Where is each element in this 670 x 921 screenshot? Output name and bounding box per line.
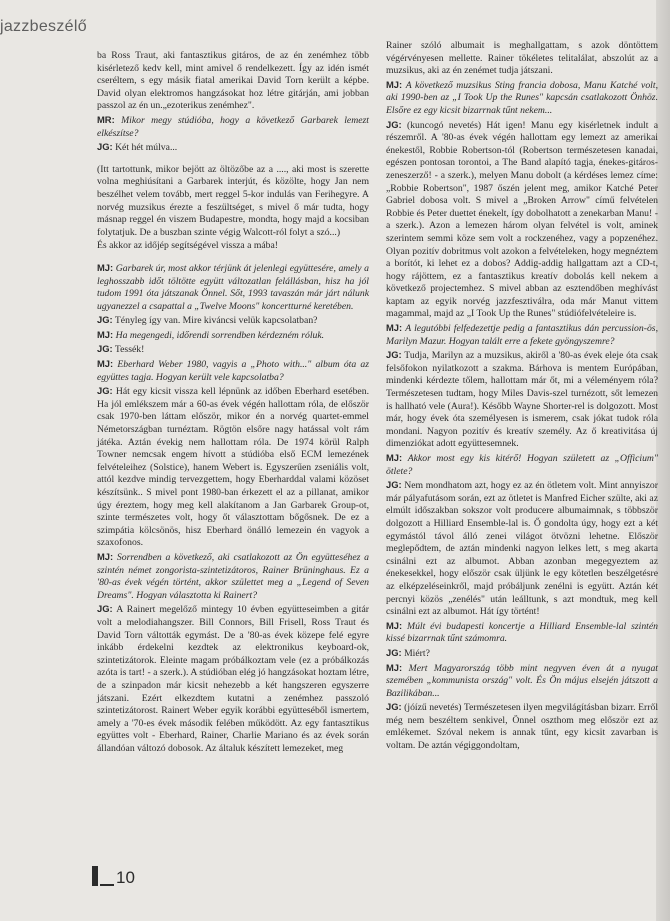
- paragraph: [97, 164, 369, 240]
- speaker-label: MJ:: [386, 619, 403, 631]
- speaker-label: MJ:: [97, 358, 114, 370]
- right-column: [386, 40, 658, 754]
- speaker-label: MJ:: [97, 550, 114, 562]
- paragraph: [97, 358, 369, 384]
- speaker-label: JG:: [97, 343, 113, 355]
- question-text: A legutóbbi felfedezettje pedig a fantasztikus dán percussion-ös, Marilyn Mazur. Hogyan talált erre a fekete gyöngyszemre?: [386, 323, 659, 347]
- question-text: Mikor megy stúdióba, hogy a következő Garbarek lemezt elkészítse?: [97, 114, 369, 139]
- paragraph-text: És akkor az időjép segítségével vissza a mába!: [97, 240, 279, 252]
- left-column: [97, 50, 369, 756]
- paragraph-text: Hát egy kicsit vissza kell lépnünk az időben Eberhard esetében. Ha jól emlékszem már a 60-as évek végén hallottam róla, de először csak 1970-ben láttam először, mikor én a norvég quartet-emmel Németországban turnéztam. Rögtön elsőre nagy hatással volt rám játéka. Aztán évekig nem hallottam róla. De 1974 körül Ralph Towner nemcsak engem hívott a stúdióba első ECM lemezének felvételeihez (Solstice), hanem Webert is. Egyszerűen zseniális volt, attól kezdve mindig tervezgettem, hogy Eberharddal valami közöset készítsünk.. S mivel pont 1980-ban érkezett el az a pillanat, amikor úgy éreztem, hogy meg kell alakítanom a Jan Garbarek Group-ot, szinte természetes volt, hogy őt választottam bőgősnek. De ez a szimpátia kölcsönös, hisz Eberhard önálló lemezein én vagyok a szaxofonos.: [97, 386, 369, 549]
- speaker-label: MJ:: [386, 78, 403, 90]
- speaker-label: JG:: [97, 603, 113, 615]
- paragraph: [97, 141, 369, 155]
- paragraph: [386, 452, 658, 478]
- question-text: Akkor most egy kis kitérő! Hogyan született az „Officium" ötlete?: [386, 453, 658, 477]
- question-text: Mert Magyarország több mint negyven éven át a nyugat szemében „kommunista ország" volt. És Ön május elsején játszott a Bazilikában...: [386, 662, 658, 699]
- paragraph: [386, 647, 658, 661]
- paragraph: [386, 620, 658, 646]
- page-footer: [92, 866, 135, 886]
- question-text: Eberhard Weber 1980, vagyis a „Photo with..." album óta az együttes tagja. Hogyan került vele kapcsolatba?: [97, 359, 370, 383]
- page-number: 10: [116, 868, 135, 887]
- paragraph-text: ba Ross Traut, aki fantasztikus gitáros, de az én zenémhez több kisérletező kedv kell, mint amivel ő rendelkezett. Így az idén ismét cseréltem, s egy másik fiatal amerikai David Torn került a képbe. David olyan elektromos hangzásokat hoz létre gitárján, ami jobban passzol az én un.„ezoterikus zenémhez".: [97, 50, 369, 112]
- speaker-label: JG:: [386, 646, 402, 658]
- question-text: Sorrendben a következő, aki csatlakozott az Ön együtteséhez a szintén német zongorista-szintetizátoros, Rainer Brüninghaus. Ez a '80-as évek végén történt, akkor születtet meg a „Legend of Seven Dreams". Hogyan választotta ki Rainert?: [97, 551, 369, 601]
- speaker-label: JG:: [386, 118, 402, 130]
- paragraph-text: (jóízű nevetés) Természetesen ilyen megvilágításban bizarr. Erről még nem beszéltem senkivel, Önnel oszthom meg először ezt az emlékemet. Szóval nekem is annak tűnt, egy kicsit zavarban is voltam. De aztán végiggondoltam,: [386, 702, 659, 752]
- footer-bar-decoration: [92, 866, 98, 886]
- speaker-label: MJ:: [97, 328, 114, 340]
- paragraph-text: Tényleg így van. Mire kiváncsi velük kapcsolatban?: [114, 315, 318, 327]
- paragraph: [386, 322, 658, 348]
- paragraph: [97, 114, 369, 140]
- paragraph: [386, 701, 658, 752]
- footer-rule-decoration: [100, 884, 114, 886]
- paragraph-text: A Rainert megelőző mintegy 10 évben együtteseimben a gitár volt a melodiahangszer. Bill Connors, Bill Frisell, Ross Traut és David Torn váltották egymást. De a '80-as évek közepe felé egyre inkább érdekelni kezdtek az elektronikus keyboard-ok, szintetizátorok. Eleinte magam próbálkoztam vele (ez a próbálkozás azóta is tart! - a szerk.). A stúdióban elég jó hangzásokat hoztam létre, de a szinpadon már kicsit nehezebb a két hangszeren egyszerre játszani. Ezért elkezdtem kutatni a zenémhez passzoló szintetizátorost. Rainert Weber egyik korábbi együtteséből ismertem, amely a '70-es évek második felében működött. Az egy fantasztikus együttes volt - Eberhard, Rainer, Charlie Mariano és az évek során állandóan változó dobosok. Az általuk készített lemezeket, meg: [97, 604, 369, 754]
- question-text: Múlt évi budapesti koncertje a Hilliard Ensemble-lal szintén kissé bizarrnak tűnt számomra.: [386, 620, 659, 645]
- paragraph-text: Rainer szóló albumait is meghallgattam, s azok döntöttem végérvényesen mellette. Rainer tökéletes telitalálat, abszolút az a muzsikus, aki az én zenémet tudja játszani.: [386, 40, 658, 77]
- paragraph-text: Tessék!: [114, 344, 145, 356]
- paragraph: [386, 79, 658, 118]
- paragraph-text: Tudja, Marilyn az a muzsikus, akiről a '80-as évek eleje óta csak felsőfokon nyilatkozott a szakma. Bárhova is mentem Európában, mindenki kérdezte tőlem, hallottam már őt, mi a véleményem róla? Természetesen tudtam, hogy Miles Davis-szel turnézott, sőt lemezen is hallható vele (Aura!). Később Wayne Shorter-rel is dolgozott. Most már, hogy évek óta személyesen is ismerem, csak jókat tudok róla mondani. Nagyon pozitív és kreatív személy. Az ő kreativitása új dimenziókat adott együttesemnek.: [386, 350, 658, 450]
- speaker-label: JG:: [97, 314, 113, 326]
- paragraph: [97, 314, 369, 328]
- paragraph: [97, 385, 369, 550]
- question-text: A következő muzsikus Sting francia dobosa, Manu Katché volt, aki 1990-ben az „I Took Up the Runes" kapcsán csatlakozott Önhöz. Elsőre ez egy kicsit bizarrnak tűnt nekem...: [386, 79, 658, 116]
- paragraph-text: Miért?: [404, 647, 430, 659]
- question-text: Ha megengedi, időrendi sorrendben kérdezném róluk.: [115, 329, 325, 341]
- speaker-label: JG:: [386, 349, 402, 361]
- speaker-label: MR:: [97, 113, 115, 125]
- paragraph: [97, 329, 369, 343]
- paragraph: [386, 479, 658, 619]
- paragraph: [97, 343, 369, 357]
- speaker-label: MJ:: [386, 661, 403, 673]
- paragraph: [386, 119, 658, 322]
- speaker-label: JG:: [386, 701, 402, 713]
- speaker-label: JG:: [386, 479, 402, 491]
- question-text: Garbarek úr, most akkor térjünk át jelenlegi együttesére, amely a leghosszabb időt töltötte együtt változatlan felállásban, hisz ha jól tudom 1991 óta játszanak Önnel. Sőt, 1993 tavaszán már járt nálunk ugyanezzel a csapattal a „Twelve Moons" koncertturné keretében.: [97, 262, 369, 312]
- section-header: jazzbeszélő: [0, 18, 87, 35]
- paragraph: [97, 50, 369, 113]
- speaker-label: MJ:: [386, 452, 403, 463]
- paragraph: [386, 40, 658, 78]
- speaker-label: MJ:: [97, 261, 114, 273]
- speaker-label: JG:: [97, 141, 113, 153]
- paragraph: [386, 349, 658, 451]
- paragraph: [386, 662, 658, 701]
- paragraph-text: Nem mondhatom azt, hogy ez az én ötletem volt. Mint annyiszor már pályafutásom során, ezt az ötletet is Manfred Eicher szülte, aki az elmúlt időszakban sokszor volt producere albumaimnak, s többször dolgozott a Hilliard Ensemble-lal is. Ő gondolta úgy, hogy ezt a két egymástól távol álló zenei világot ötvözni lehetne. Először meglepődtem, de aztán mindenki nagyon lelkes lett, s meg akarta csinálni ezt az albumot. Abban azonban megegyeztem az énekesekkel, hogy először csak üljünk le egy kötetlen beszélgetésre az elképzeléseinkről, majd próbáljunk zenélni is együtt. Aztán két percnyi közös „zenélés" után leálltunk, s azt mondtuk, meg kell csinálni ezt az albumot. Hát így történt!: [386, 480, 659, 618]
- paragraph-text: Két hét múlva...: [115, 142, 178, 154]
- paragraph: [97, 551, 369, 602]
- paragraph: [97, 262, 369, 313]
- paragraph-text: (kuncogó nevetés) Hát igen! Manu egy kisérletnek indult a részemről. A '80-as évek végén hallottam egy lemezt az amerikai énekestől, Robbie Robertson-tól (Robertson természetesen kanadai, egészen pontosan torontoi, a The Band alapító tagja, énekes-gitáros-zeneszerző! - a szerk.), melyen Manu dobolt (a kérdéses lemez címe: „Robbie Robertson", 1987 őszén jelent meg, amikor Katché Peter Gabriel dobosa volt. S mivel a „Broken Arrow" című felvételen Robbie és Peter duettet énekelt, így dobolhatott a zenekarban Manu! - a szerk.). Azon a lemezen három olyan felvétel is volt, aminek szerintem semmi köze sem volt a rockzenéhez, vagy a popzenéhez. Olyan pozitív dobritmus volt azokon a felvételeken, hogy megnéztem a borítót, ki lehet ez a dobos? Addig-addig hallgattam azt a CD-t, hogy rájöttem, ez a fantasztikus kreatív dobolás kell nekem a következő projectemhez. S mivel abban az esztendőben meghívást kaptam az egyik norvég jazzfesztiválra, oda már Manut vittem magammal, majd az „I Took Up the Runes" stúdiófelvételeire is.: [386, 119, 659, 320]
- speaker-label: MJ:: [386, 322, 403, 334]
- paragraph-text: (Itt tartottunk, mikor bejött az öltözőbe az a ...., aki most is szerette volna meghiúsítani a Garbarek interjút, és közölte, hogy Jan nem beszélhet velem tovább, mert reggel 5-kor indulás van Ferihegyre. A norvég muzsikus érezte a feszültséget, s mivel ő már tudta, hogy másnap reggel én viszem Budapestre, mondta, hogy majd a kocsiban folytatjuk. De a buszban szinte végig Walcott-ról folyt a szó...): [97, 163, 369, 238]
- speaker-label: JG:: [97, 385, 113, 397]
- paragraph: [97, 603, 369, 755]
- paragraph: [97, 240, 369, 253]
- page-binding-edge: [656, 0, 670, 921]
